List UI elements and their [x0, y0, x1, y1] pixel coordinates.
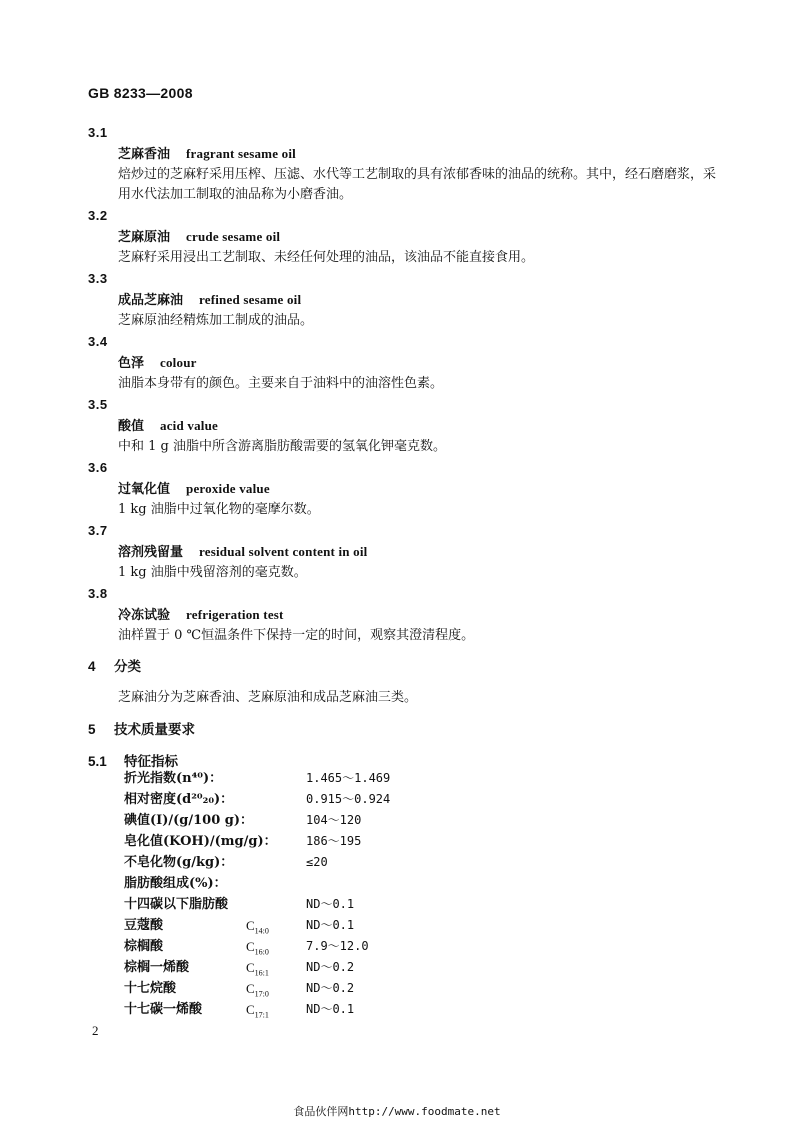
- term-heading: [118, 352, 718, 374]
- term-zh: 芝麻香油: [118, 147, 171, 162]
- page-number: 2: [92, 1023, 99, 1038]
- fatty-acid-value: ND～0.1: [306, 897, 355, 911]
- term-en: refined sesame oil: [199, 292, 302, 307]
- term-zh: 过氧化值: [118, 482, 171, 497]
- spec-label: 相对密度(d²⁰₂₀)：: [124, 792, 234, 807]
- term-definition: 芝麻籽采用浸出工艺制取、未经任何处理的油品，该油品不能直接食用。: [118, 250, 535, 265]
- terms-list: [88, 122, 718, 646]
- term-zh: 酸值: [118, 419, 145, 434]
- section-4-text: 芝麻油分为芝麻香油、芝麻原油和成品芝麻油三类。: [118, 690, 418, 705]
- term-definition: 油脂本身带有的颜色。主要来自于油料中的油溶性色素。: [118, 376, 444, 391]
- subsection-number: 5.1: [88, 754, 107, 769]
- term-en: residual solvent content in oil: [199, 544, 368, 559]
- term-number: 3.7: [88, 523, 108, 538]
- section-number: 5: [88, 722, 96, 737]
- fatty-acid-name: 豆蔻酸: [124, 918, 164, 933]
- term-zh: 芝麻原油: [118, 230, 171, 245]
- term-entry: [88, 457, 718, 520]
- term-definition: 芝麻原油经精炼加工制成的油品。: [118, 313, 314, 328]
- term-heading: [118, 541, 718, 563]
- term-heading: [118, 143, 718, 165]
- fatty-acid-code: $C_{17:0}$: [246, 981, 269, 999]
- section-5-heading: [88, 718, 195, 738]
- term-definition: 1 kg 油脂中残留溶剂的毫克数。: [118, 565, 307, 580]
- term-definition: 油样置于 0 ℃恒温条件下保持一定的时间，观察其澄清程度。: [118, 628, 475, 643]
- term-en: acid value: [160, 418, 218, 433]
- term-entry: [88, 583, 718, 646]
- fatty-acid-code: $C_{16:1}$: [246, 960, 269, 978]
- term-zh: 色泽: [118, 356, 145, 371]
- spec-label: 皂化值(KOH)/(mg/g)：: [124, 834, 277, 849]
- term-heading: [118, 415, 718, 437]
- term-zh: 成品芝麻油: [118, 293, 184, 308]
- section-number: 4: [88, 659, 96, 674]
- fatty-acid-name: 十四碳以下脂肪酸: [124, 897, 229, 912]
- term-entry: [88, 122, 718, 205]
- term-heading: [118, 478, 718, 500]
- term-heading: [118, 289, 718, 311]
- standard-number: GB 8233—2008: [88, 85, 193, 101]
- spec-value: 104～120: [306, 813, 362, 827]
- section-title: 分类: [114, 659, 141, 675]
- term-entry: [88, 394, 718, 457]
- term-number: 3.8: [88, 586, 108, 601]
- fatty-acid-value: ND～0.1: [306, 918, 355, 932]
- term-entry: [88, 331, 718, 394]
- term-number: 3.3: [88, 271, 108, 286]
- fatty-acid-name: 棕榈酸: [124, 939, 164, 954]
- fatty-acid-value: ND～0.2: [306, 960, 355, 974]
- section-4-heading: [88, 655, 141, 675]
- fatty-acid-name: 棕榈一烯酸: [124, 960, 190, 975]
- term-heading: [118, 604, 718, 626]
- spec-label: 脂肪酸组成(%)：: [124, 876, 227, 891]
- term-entry: [88, 205, 718, 268]
- spec-value: ≤20: [306, 855, 328, 869]
- fatty-acid-value: 7.9～12.0: [306, 939, 369, 953]
- term-en: crude sesame oil: [186, 229, 281, 244]
- term-definition: 中和 1 g 油脂中所含游离脂肪酸需要的氢氧化钾毫克数。: [118, 439, 446, 454]
- spec-value: 186～195: [306, 834, 362, 848]
- term-entry: [88, 268, 718, 331]
- term-number: 3.5: [88, 397, 108, 412]
- spec-label: 折光指数(n⁴⁰)：: [124, 771, 223, 786]
- term-en: peroxide value: [186, 481, 270, 496]
- term-heading: [118, 226, 718, 248]
- fatty-acid-value: ND～0.2: [306, 981, 355, 995]
- term-zh: 冷冻试验: [118, 608, 171, 623]
- fatty-acid-name: 十七烷酸: [124, 981, 177, 996]
- term-entry: [88, 520, 718, 583]
- spec-label: 碘值(I)/(g/100 g)：: [124, 813, 254, 828]
- term-number: 3.4: [88, 334, 108, 349]
- spec-value: 0.915～0.924: [306, 792, 391, 806]
- section-title: 技术质量要求: [114, 722, 195, 738]
- spec-value: 1.465～1.469: [306, 771, 391, 785]
- subsection-5-1-heading: [88, 750, 178, 770]
- footer-watermark: 食品伙伴网http://www.foodmate.net: [293, 1105, 501, 1118]
- term-en: refrigeration test: [186, 607, 284, 622]
- spec-label: 不皂化物(g/kg)：: [124, 855, 234, 870]
- term-definition: 焙炒过的芝麻籽采用压榨、压滤、水代等工艺制取的具有浓郁香味的油品的统称。其中，经石磨磨浆，采用水代法加工制取的油品称为小磨香油。: [118, 167, 717, 202]
- term-number: 3.1: [88, 125, 108, 140]
- term-definition: 1 kg 油脂中过氧化物的毫摩尔数。: [118, 502, 320, 517]
- term-number: 3.6: [88, 460, 108, 475]
- fatty-acid-code: $C_{14:0}$: [246, 918, 269, 936]
- subsection-title: 特征指标: [124, 754, 178, 770]
- term-en: colour: [160, 355, 197, 370]
- term-number: 3.2: [88, 208, 108, 223]
- fatty-acid-code: $C_{16:0}$: [246, 939, 269, 957]
- term-zh: 溶剂残留量: [118, 545, 184, 560]
- term-en: fragrant sesame oil: [186, 146, 296, 161]
- fatty-acid-value: ND～0.1: [306, 1002, 355, 1016]
- fatty-acid-name: 十七碳一烯酸: [124, 1002, 203, 1017]
- fatty-acid-code: $C_{17:1}$: [246, 1002, 269, 1020]
